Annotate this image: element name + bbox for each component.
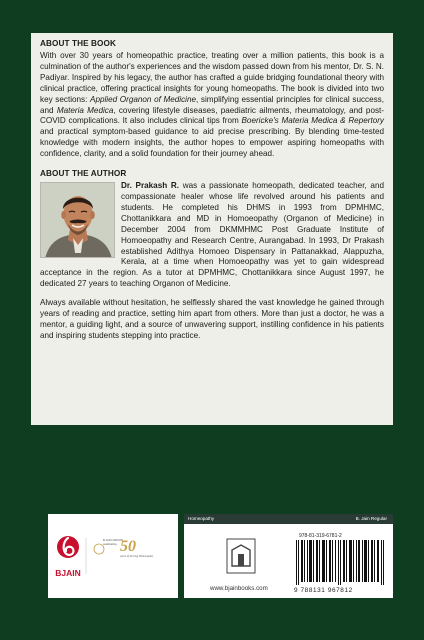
publisher-logo-box [48,514,178,598]
fifty-years-mark: 50 [120,538,136,555]
about-book-heading: ABOUT THE BOOK [40,39,116,48]
edition-label: B. Jain Regular [355,516,387,521]
author-bio-paragraph: Dr. Prakash R. was a passionate homeopath, dedicated teacher, and compassionate healer whose life revolved around his patients and students. He completed his DHMS in 1993 from DPMHMC, Chottanikkara and MD in Homoeopathy (Organon of Medicine) in December 2004 from DKMMHMC Post Graduate Institute of Homoeopathy and Research Centre, Aurangabad. In 1993, Dr Prakash established Adithya Homoeo Dispensary in Pattanakkad, Alappuzha, Kerala, at a time when Homoeopathy was yet to gain widespread acceptance in the region. As a tutor at DPMHMC, Chottanikkara since August 1997, he dedicated 27 years to teaching Organon of Medicine. [40,181,384,289]
author-photo [40,182,115,258]
isbn-number: 978-81-319-6781-2 [299,533,342,539]
author-name: Dr. Prakash R. [121,181,180,191]
bjain-logo [48,514,178,598]
barcode-box [184,514,393,598]
bjain-building-logo-icon [226,538,256,574]
author-tribute-paragraph: Always available without hesitation, he selflessly shared the vast knowledge he gained through years of reading and practice, setting him apart from others. More than just a doctor, he was a mentor, a guiding light, and a source of unwavering support, instilling confidence in his patients and inspiring students stepping into practice. [40,298,384,340]
group-seal-icon [94,544,104,554]
author-portrait-illustration [41,183,115,258]
category-strip [184,514,393,524]
years-caption: years of Serving Homeopathy [120,555,154,558]
publisher-name: BJAIN [55,568,81,578]
back-cover-text-panel [31,33,393,425]
about-author-section [40,169,384,342]
about-author-heading: ABOUT THE AUTHOR [40,169,127,179]
about-book-paragraph: With over 30 years of homeopathic practice, treating over a million patients, this book is a culmination of the author's experiences and the wisdom passed down from his mentor, Dr. S. N. Padiyar. Inspired by his legacy, the author has crafted a guide bridging foundational theory with clinical practice, offering practical insights for young homeopaths. The book is divided into two key sections: Applied Organon of Medicine, simplifying essential principles for clinical success, and Materia Medica, covering lifestyle diseases, paediatric ailments, rheumatology, and post-COVID complications. It also includes clinical tips from Boericke's Materia Medica & Repertory and practical symptom-based guidance to aid precise prescribing. By blending time-tested knowledge with modern insights, the author hopes to empower aspiring homeopaths with confidence, clarity, and a solid foundation for their journey ahead. [40,51,384,159]
isbn-barcode-icon [296,540,386,585]
celebrating-label: celebrating [103,542,117,546]
publisher-website-link[interactable]: www.bjainbooks.com [210,585,268,592]
barcode-digits: 9 788131 967812 [294,587,353,594]
group-label: B.JAIN GROUP [103,538,123,542]
category-label: Homeopathy [188,516,215,521]
